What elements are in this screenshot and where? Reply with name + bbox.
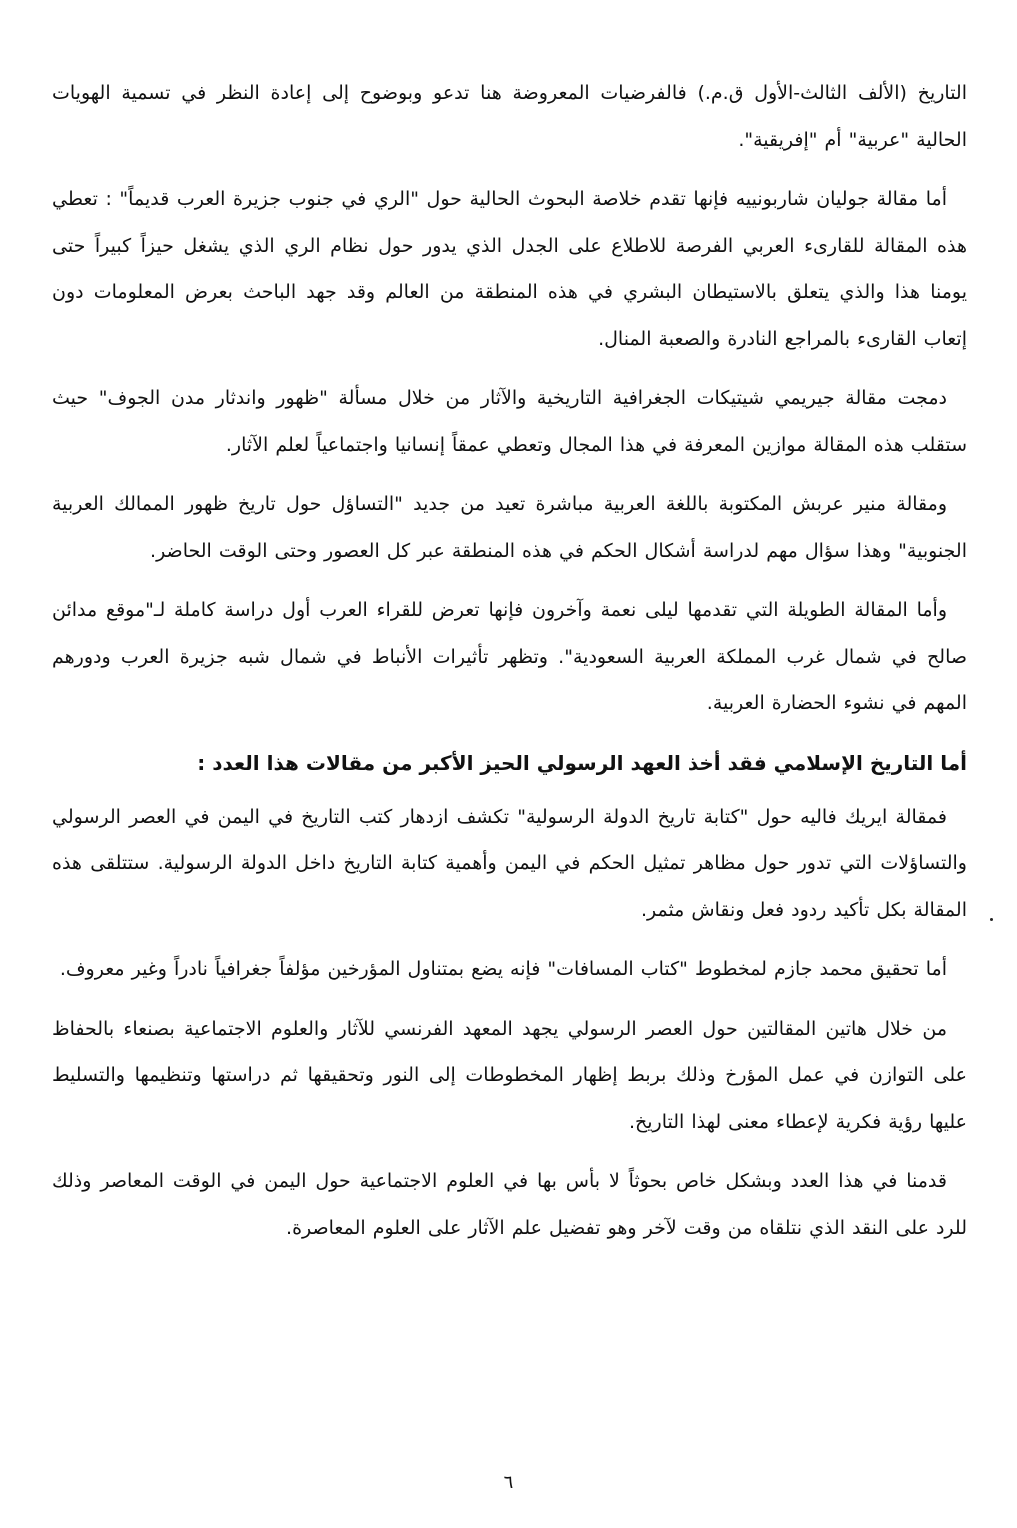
paragraph-7: أما تحقيق محمد جازم لمخطوط "كتاب المسافات" فإنه يضع بمتناول المؤرخين مؤلفاً جغرافياً نادراً وغير معروف. bbox=[59, 958, 947, 980]
paragraph-2: أما مقالة جوليان شاربونييه فإنها تقدم خلاصة البحوث الحالية حول "الري في جنوب جزيرة العرب قديماً" : تعطي هذه المقالة للقارىء العربي الفرصة للاطلاع على الجدل الذي يدور حول نظام الري الذي يشغل حيزاً كبيراً حتى يومنا هذا والذي يتعلق بالاستيطان البشري في هذه المنطقة من العالم وقد جهد الباحث بعرض المعلومات دون إتعاب القارىء بالمراجع النادرة والصعبة المنال. bbox=[52, 188, 967, 350]
page-number: ٦ bbox=[503, 1472, 514, 1493]
paragraph-9: قدمنا في هذا العدد وبشكل خاص بحوثاً لا بأس بها في العلوم الاجتماعية حول اليمن في الوقت المعاصر وذلك للرد على النقد الذي نتلقاه من وقت لآخر وهو تفضيل علم الآثار على العلوم المعاصرة. bbox=[52, 1170, 967, 1239]
paragraph-5: وأما المقالة الطويلة التي تقدمها ليلى نعمة وآخرون فإنها تعرض للقراء العرب أول دراسة كاملة لـ"موقع مدائن صالح في شمال غرب المملكة العربية السعودية". وتظهر تأثيرات الأنباط في شمال شبه جزيرة العرب ودورهم المهم في نشوء الحضارة العربية. bbox=[52, 599, 967, 714]
paragraph-1: التاريخ (الألف الثالث-الأول ق.م.) فالفرضيات المعروضة هنا تدعو وبوضوح إلى إعادة النظر في تسمية الهويات الحالية "عربية" أم "إفريقية". bbox=[52, 82, 967, 151]
paragraph-4: ومقالة منير عربش المكتوبة باللغة العربية مباشرة تعيد من جديد "التساؤل حول تاريخ ظهور الممالك العربية الجنوبية" وهذا سؤال مهم لدراسة أشكال الحكم في هذه المنطقة عبر كل العصور وحتى الوقت الحاضر. bbox=[52, 493, 967, 562]
paragraph-8: من خلال هاتين المقالتين حول العصر الرسولي يجهد المعهد الفرنسي للآثار والعلوم الاجتماعية بصنعاء بالحفاظ على التوازن في عمل المؤرخ وذلك بربط إظهار المخطوطات إلى النور وتحقيقها ثم دراستها وتنظيمها والتسليط عليها رؤية فكرية لإعطاء معنى لهذا التاريخ. bbox=[52, 1017, 967, 1133]
paragraph-3: دمجت مقالة جيريمي شيتيكات الجغرافية التاريخية والآثار من خلال مسألة "ظهور واندثار مدن الجوف" حيث ستقلب هذه المقالة موازين المعرفة في هذا المجال وتعطي عمقاً إنسانيا واجتماعياً لعلم الآثار. bbox=[52, 387, 967, 456]
margin-mark bbox=[990, 918, 993, 921]
document-page bbox=[52, 70, 967, 1264]
paragraph-6: فمقالة ايريك فاليه حول "كتابة تاريخ الدولة الرسولية" تكشف ازدهار كتب التاريخ في اليمن في العصر الرسولي والتساؤلات التي تدور حول مظاهر تمثيل الحكم في اليمن وأهمية كتابة التاريخ داخل الدولة الرسولية. ستتلقى هذه المقالة بكل تأكيد ردود فعل ونقاش مثمر. bbox=[52, 805, 967, 921]
section-heading: أما التاريخ الإسلامي فقد أخذ العهد الرسولي الحيز الأكبر من مقالات هذا العدد : bbox=[197, 750, 967, 775]
